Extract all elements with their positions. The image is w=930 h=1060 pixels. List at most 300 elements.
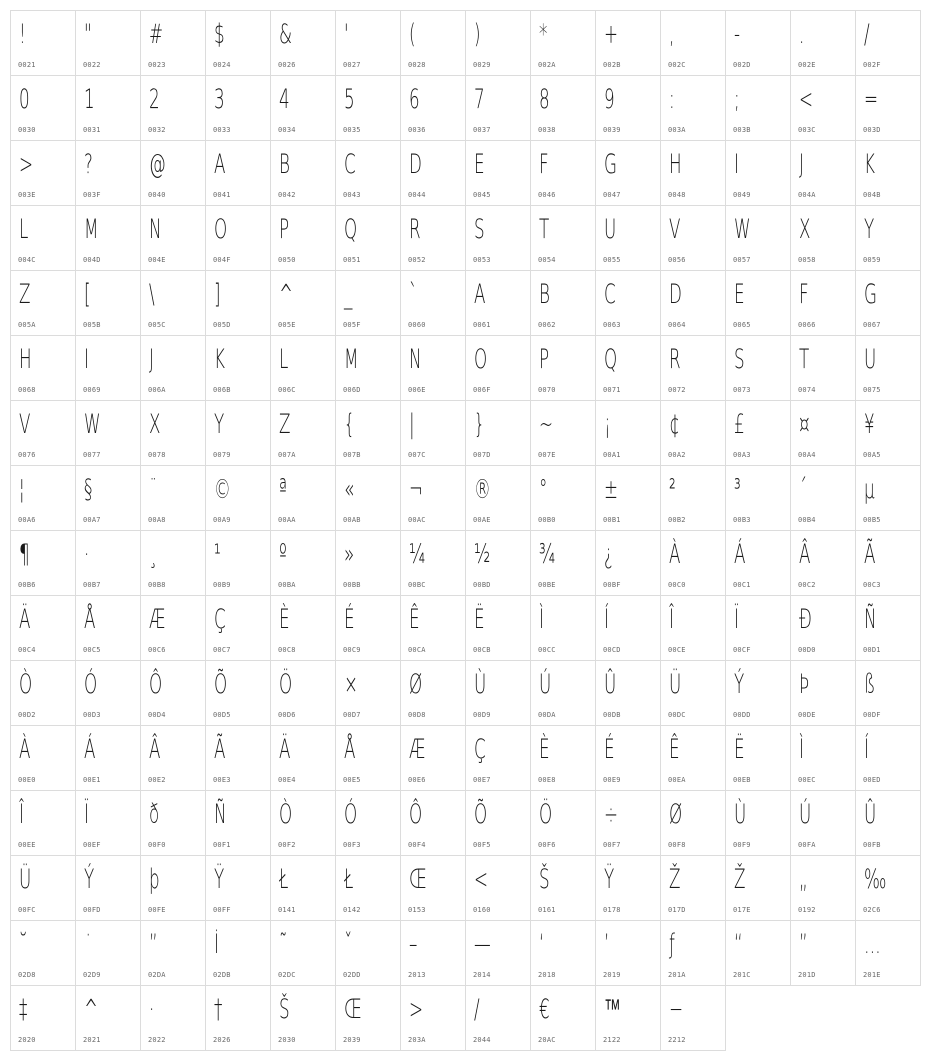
glyph-code: 02D9 [83,971,101,979]
glyph-code: 00DC [668,711,686,719]
glyph-cell [10,660,76,726]
glyph-char: Z [279,409,291,440]
glyph-cell [205,400,271,466]
glyph-char: O [474,344,488,375]
glyph-code: 0046 [538,191,556,199]
glyph-char: Ž [669,864,681,895]
glyph-code: 00FC [18,906,36,914]
glyph-code: 00AA [278,516,296,524]
glyph-cell [270,530,336,596]
glyph-code: 0034 [278,126,296,134]
glyph-code: 0076 [18,451,36,459]
glyph-code: 00C8 [278,646,296,654]
glyph-cell [75,400,141,466]
glyph-code: 0038 [538,126,556,134]
glyph-char: ” [149,929,158,960]
glyph-cell [10,400,76,466]
glyph-cell [75,465,141,531]
glyph-code: 005F [343,321,361,329]
glyph-cell [140,725,206,791]
glyph-cell [855,920,921,986]
glyph-code: 006B [213,386,231,394]
glyph-char: @ [149,149,166,180]
glyph-code: 0065 [733,321,751,329]
glyph-char: ˙ [84,929,93,960]
glyph-code: 00F4 [408,841,426,849]
glyph-char: Á [734,539,746,570]
glyph-char: Ÿ [604,864,615,895]
glyph-code: 0079 [213,451,231,459]
glyph-cell [660,855,726,921]
glyph-char: ™ [604,994,621,1025]
glyph-cell [595,205,661,271]
glyph-char: " [84,19,92,50]
glyph-cell [205,855,271,921]
glyph-cell [725,595,791,661]
glyph-cell [465,790,531,856]
glyph-char: > [19,149,34,180]
glyph-code: 00C6 [148,646,166,654]
glyph-cell [205,595,271,661]
glyph-char: ¡ [604,409,611,440]
glyph-char: ˇ [344,929,353,960]
glyph-code: 2018 [538,971,556,979]
glyph-cell [10,75,76,141]
glyph-code: 003B [733,126,751,134]
glyph-code: 00E0 [18,776,36,784]
glyph-cell [660,660,726,726]
glyph-code: 0153 [408,906,426,914]
glyph-cell [725,855,791,921]
glyph-char: Ñ [214,799,227,830]
glyph-char: « [344,474,355,505]
glyph-code: 006C [278,386,296,394]
glyph-char: Â [149,734,161,765]
glyph-code: 004C [18,256,36,264]
glyph-cell [75,530,141,596]
glyph-code: 00E8 [538,776,556,784]
glyph-cell [465,270,531,336]
glyph-char: À [19,734,31,765]
glyph-code: 02DC [278,971,296,979]
glyph-code: 00AC [408,516,426,524]
glyph-char: M [344,344,359,375]
glyph-char: O [214,214,228,245]
glyph-char: Ÿ [214,864,225,895]
glyph-cell [400,660,466,726]
glyph-cell [790,400,856,466]
glyph-char: P [279,214,290,245]
glyph-char: $ [214,19,225,50]
glyph-char: Ó [84,669,98,700]
glyph-char: D [669,279,682,310]
glyph-cell [465,660,531,726]
glyph-code: 00B4 [798,516,816,524]
glyph-cell [660,595,726,661]
glyph-cell [335,530,401,596]
glyph-char: 6 [409,84,420,115]
glyph-cell [270,790,336,856]
glyph-code: 00A7 [83,516,101,524]
glyph-char: 9 [604,84,615,115]
glyph-cell [75,75,141,141]
glyph-code: 2022 [148,1036,166,1044]
glyph-char: Ç [474,734,486,765]
glyph-code: 00E1 [83,776,101,784]
glyph-cell [530,335,596,401]
glyph-code: 0075 [863,386,881,394]
glyph-char: S [734,344,745,375]
glyph-char: Ü [19,864,32,895]
glyph-cell [140,335,206,401]
glyph-char: 3 [214,84,225,115]
glyph-code: 005C [148,321,166,329]
glyph-cell [725,335,791,401]
glyph-char: Ä [19,604,31,635]
glyph-code: 0071 [603,386,621,394]
glyph-char: Y [864,214,875,245]
glyph-char: ” [799,929,808,960]
glyph-code: 00B3 [733,516,751,524]
glyph-code: 00E9 [603,776,621,784]
glyph-cell [400,205,466,271]
glyph-code: 00B7 [83,581,101,589]
glyph-char: E [734,279,745,310]
glyph-code: 00CF [733,646,751,654]
glyph-cell [530,530,596,596]
glyph-char: ³ [734,474,741,505]
glyph-cell [790,725,856,791]
glyph-char: 5 [344,84,355,115]
glyph-char: Â [799,539,811,570]
glyph-char: J [799,149,804,180]
glyph-char: K [864,149,875,180]
glyph-cell [270,205,336,271]
glyph-code: 00D6 [278,711,296,719]
glyph-code: 00FD [83,906,101,914]
glyph-code: 02DB [213,971,231,979]
glyph-cell [140,205,206,271]
glyph-char: 2 [149,84,160,115]
glyph-char: ; [734,84,740,115]
glyph-code: 0192 [798,906,816,914]
glyph-cell [270,140,336,206]
glyph-code: 00A6 [18,516,36,524]
glyph-char: ´ [799,474,808,505]
glyph-char: ) [474,19,481,50]
glyph-code: 00CE [668,646,686,654]
glyph-cell [660,920,726,986]
glyph-cell [400,335,466,401]
glyph-char: Ì [539,604,544,635]
glyph-cell [595,400,661,466]
glyph-cell [400,270,466,336]
glyph-code: 0068 [18,386,36,394]
glyph-code: 00E4 [278,776,296,784]
glyph-char: ® [474,474,491,505]
glyph-cell [790,75,856,141]
glyph-cell [140,75,206,141]
glyph-code: 0056 [668,256,686,264]
glyph-char: Ù [734,799,747,830]
glyph-cell [790,530,856,596]
glyph-cell [660,335,726,401]
glyph-char: ¤ [799,409,810,440]
glyph-code: 006D [343,386,361,394]
glyph-cell [335,790,401,856]
glyph-char: } [474,409,485,440]
glyph-code: 00A3 [733,451,751,459]
glyph-code: 00FF [213,906,231,914]
glyph-code: 201D [798,971,816,979]
glyph-char: ¸ [149,539,158,570]
glyph-char: B [539,279,550,310]
glyph-cell [725,725,791,791]
glyph-code: 0049 [733,191,751,199]
glyph-char: - [734,19,741,50]
glyph-cell [660,270,726,336]
glyph-char: F [539,149,549,180]
glyph-char: Ø [669,799,683,830]
glyph-cell [790,790,856,856]
glyph-cell [400,75,466,141]
glyph-cell [530,465,596,531]
glyph-char: H [19,344,32,375]
glyph-cell [530,205,596,271]
glyph-cell [465,10,531,76]
glyph-char: I [84,344,89,375]
glyph-code: 00B1 [603,516,621,524]
glyph-cell [725,10,791,76]
glyph-code: 00D3 [83,711,101,719]
glyph-char: E [474,149,485,180]
glyph-char: A [214,149,226,180]
glyph-code: 00C9 [343,646,361,654]
glyph-code: 0073 [733,386,751,394]
glyph-char: Ê [409,604,420,635]
glyph-cell [335,10,401,76]
glyph-code: 00BB [343,581,361,589]
glyph-cell [75,985,141,1051]
glyph-char: ’ [604,929,610,960]
glyph-char: ? [84,149,93,180]
glyph-char: ¶ [19,539,30,570]
glyph-code: 00F0 [148,841,166,849]
glyph-cell [595,725,661,791]
glyph-code: 0072 [668,386,686,394]
glyph-char: Ã [864,539,876,570]
glyph-cell [855,400,921,466]
glyph-code: 00EC [798,776,816,784]
glyph-char: + [604,19,619,50]
glyph-code: 00A9 [213,516,231,524]
glyph-char: 8 [539,84,550,115]
glyph-cell [595,595,661,661]
glyph-cell [725,465,791,531]
glyph-char: ª [279,474,287,505]
glyph-char: R [409,214,421,245]
glyph-code: 2013 [408,971,426,979]
glyph-char: £ [734,409,745,440]
glyph-char: Á [84,734,96,765]
glyph-code: 0024 [213,61,231,69]
glyph-cell [595,530,661,596]
glyph-char: € [539,994,550,1025]
glyph-code: 005B [83,321,101,329]
glyph-char: ] [214,279,221,310]
glyph-cell [335,595,401,661]
glyph-cell [725,660,791,726]
glyph-code: 00E2 [148,776,166,784]
glyph-char: À [669,539,681,570]
glyph-code: 00CB [473,646,491,654]
glyph-cell [595,920,661,986]
glyph-char: B [279,149,290,180]
glyph-code: 0063 [603,321,621,329]
glyph-cell [790,855,856,921]
glyph-char: H [669,149,682,180]
glyph-code: 0028 [408,61,426,69]
glyph-cell [725,400,791,466]
glyph-code: 007C [408,451,426,459]
glyph-code: 002B [603,61,621,69]
glyph-cell [530,270,596,336]
glyph-char: X [799,214,811,245]
glyph-cell [465,920,531,986]
glyph-code: 00C7 [213,646,231,654]
glyph-cell [855,790,921,856]
glyph-cell [205,660,271,726]
glyph-cell [10,270,76,336]
glyph-char: Ç [214,604,226,635]
glyph-code: 0067 [863,321,881,329]
glyph-code: 00D7 [343,711,361,719]
glyph-code: 00C4 [18,646,36,654]
glyph-code: 0160 [473,906,491,914]
glyph-char: ÷ [604,799,619,830]
glyph-cell [660,75,726,141]
glyph-code: 00A8 [148,516,166,524]
glyph-code: 00BF [603,581,621,589]
glyph-cell [335,465,401,531]
glyph-cell [465,985,531,1051]
glyph-code: 0040 [148,191,166,199]
glyph-cell [335,400,401,466]
glyph-char: Š [539,864,550,895]
glyph-cell [400,985,466,1051]
glyph-code: 0026 [278,61,296,69]
glyph-cell [790,270,856,336]
glyph-cell [140,985,206,1051]
glyph-code: 00BA [278,581,296,589]
glyph-code: 0060 [408,321,426,329]
glyph-cell [75,140,141,206]
glyph-cell [10,725,76,791]
glyph-cell [270,920,336,986]
glyph-cell [530,985,596,1051]
glyph-char: ` [409,279,418,310]
glyph-code: 00B5 [863,516,881,524]
glyph-char: { [344,409,355,440]
glyph-code: 0053 [473,256,491,264]
glyph-code: 00FB [863,841,881,849]
glyph-code: 2212 [668,1036,686,1044]
glyph-char: 4 [279,84,290,115]
glyph-code: 006F [473,386,491,394]
glyph-cell [595,140,661,206]
glyph-char: » [344,539,355,570]
glyph-cell [10,465,76,531]
glyph-cell [465,140,531,206]
glyph-code: 00EE [18,841,36,849]
glyph-code: 002C [668,61,686,69]
glyph-cell [660,985,726,1051]
glyph-cell [270,465,336,531]
glyph-char: / [864,19,870,50]
glyph-cell [725,75,791,141]
glyph-cell [205,140,271,206]
glyph-code: 00E6 [408,776,426,784]
glyph-cell [270,270,336,336]
glyph-char: Ñ [864,604,877,635]
glyph-code: 017E [733,906,751,914]
glyph-code: 003D [863,126,881,134]
glyph-char: − [669,994,684,1025]
glyph-cell [75,660,141,726]
glyph-cell [335,205,401,271]
glyph-char: ! [19,19,26,50]
glyph-code: 00D4 [148,711,166,719]
glyph-char: Å [344,734,356,765]
glyph-char: ‡ [19,994,28,1025]
glyph-cell [855,660,921,726]
glyph-code: 0078 [148,451,166,459]
glyph-cell [595,985,661,1051]
glyph-char: 1 [84,84,95,115]
glyph-cell [855,595,921,661]
glyph-cell [75,10,141,76]
glyph-code: 00F8 [668,841,686,849]
glyph-char: Ë [734,734,745,765]
glyph-cell [595,10,661,76]
glyph-cell [140,465,206,531]
glyph-cell [75,205,141,271]
glyph-code: 2122 [603,1036,621,1044]
glyph-code: 00B8 [148,581,166,589]
glyph-cell [400,465,466,531]
glyph-code: 00DF [863,711,881,719]
glyph-code: 2021 [83,1036,101,1044]
glyph-char: Ž [734,864,746,895]
glyph-cell [725,205,791,271]
glyph-cell [10,595,76,661]
glyph-code: 0027 [343,61,361,69]
glyph-code: 203A [408,1036,426,1044]
glyph-char: ¢ [669,409,680,440]
glyph-code: 2026 [213,1036,231,1044]
glyph-cell [335,660,401,726]
glyph-code: 00B2 [668,516,686,524]
glyph-code: 00CD [603,646,621,654]
glyph-char: T [539,214,550,245]
glyph-char: ¦ [19,474,25,505]
glyph-code: 0066 [798,321,816,329]
glyph-char: & [279,19,293,50]
glyph-char: P [539,344,550,375]
glyph-code: 0043 [343,191,361,199]
glyph-char: Œ [409,864,427,895]
glyph-code: 0031 [83,126,101,134]
